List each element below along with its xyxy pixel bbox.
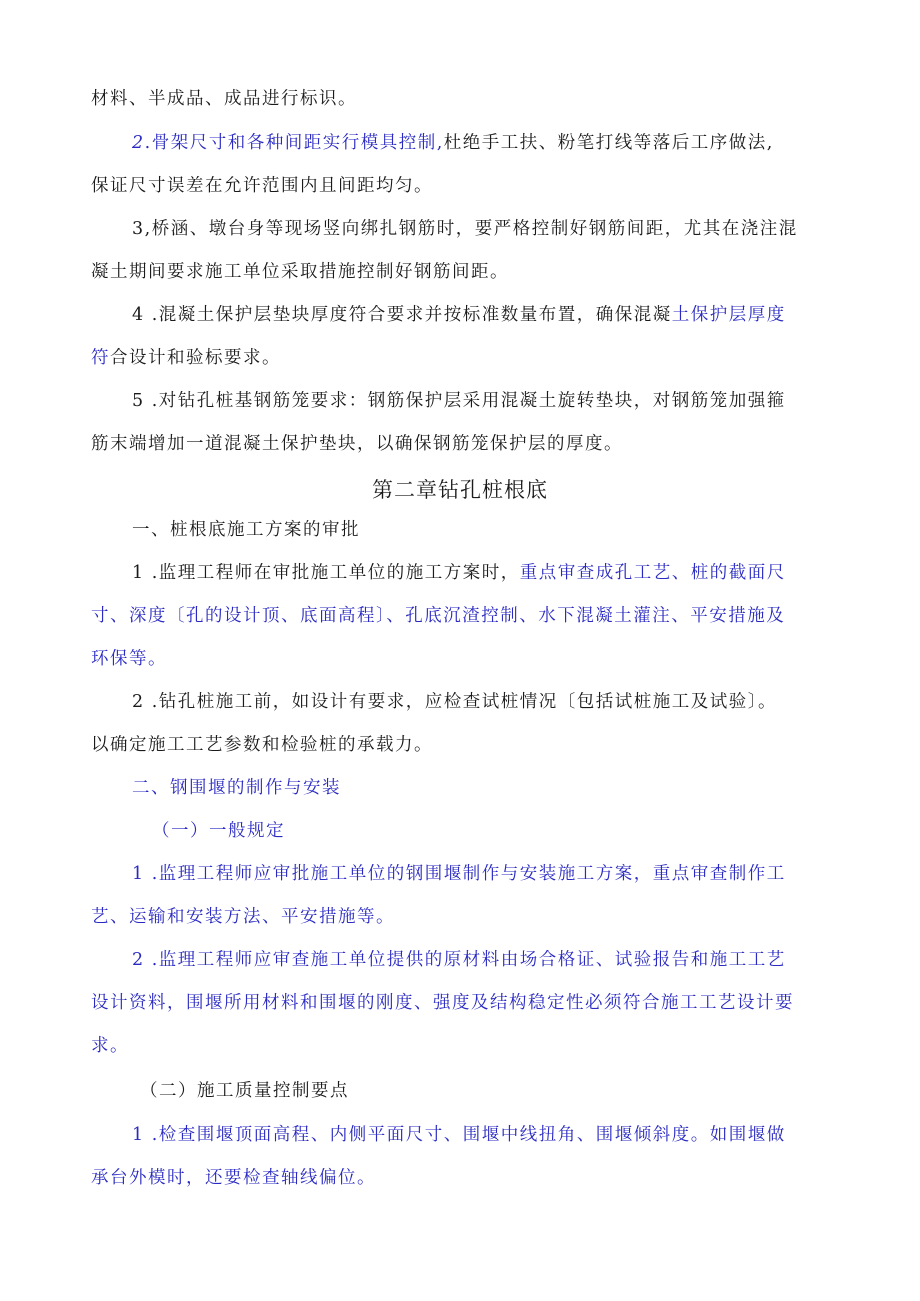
highlighted-text: 符 xyxy=(91,348,110,368)
plain-text: 杜绝手工扶、粉笔打线等落后工序做法, xyxy=(443,133,774,153)
paragraph-line: 筋末端增加一道混凝土保护垫块，以确保钢筋笼保护层的厚度。 xyxy=(91,434,623,454)
paragraph-line: 1 .监理工程师应审批施工单位的钢围堰制作与安装施工方案，重点审查制作工 xyxy=(132,864,786,884)
highlighted-text: 土保护层厚度 xyxy=(671,305,786,325)
paragraph-line: 2 .监理工程师应审查施工单位提供的原材料由场合格证、试验报告和施工工艺 xyxy=(132,950,786,970)
paragraph-line: 承台外模时，还要检查轴线偏位。 xyxy=(91,1168,376,1188)
plain-text: 合设计和验标要求。 xyxy=(110,348,281,368)
paragraph-line: 求。 xyxy=(91,1036,129,1056)
plain-text: 1 .监理工程师在审批施工单位的施工方案时， xyxy=(132,563,520,583)
subsection-heading: （一）一般规定 xyxy=(152,821,285,841)
paragraph-line: 2 .钻孔桩施工前，如设计有要求，应检查试桩情况〔包括试桩施工及试验〕。 xyxy=(132,692,778,712)
highlighted-text: .骨架尺寸和各种间距实行模具控制, xyxy=(144,133,444,153)
paragraph-line: 设计资料，围堰所用材料和围堰的刚度、强度及结构稳定性必须符合施工工艺设计要 xyxy=(91,993,794,1013)
paragraph-line: 凝土期间要求施工单位采取措施控制好钢筋间距。 xyxy=(91,262,509,282)
highlighted-text: 重点审查成孔工艺、桩的截面尺 xyxy=(519,563,786,583)
paragraph-line: 以确定施工工艺参数和检验桩的承载力。 xyxy=(91,735,433,755)
paragraph-line: 5 .对钻孔桩基钢筋笼要求：钢筋保护层采用混凝土旋转垫块，对钢筋笼加强箍 xyxy=(132,391,786,411)
paragraph-line: 环保等。 xyxy=(91,649,167,669)
paragraph-line: 寸、深度〔孔的设计顶、底面高程〕、孔底沉渣控制、水下混凝土灌注、平安措施及 xyxy=(91,606,786,626)
paragraph-line: 艺、运输和安装方法、平安措施等。 xyxy=(91,907,395,927)
paragraph-line: 3,桥涵、墩台身等现场竖向绑扎钢筋时，要严格控制好钢筋间距，尤其在浇注混 xyxy=(132,219,798,239)
paragraph-line xyxy=(132,560,786,586)
paragraph-line: 1 .检查围堰顶面高程、内侧平面尺寸、围堰中线扭角、围堰倾斜度。如围堰做 xyxy=(132,1125,786,1145)
subsection-heading: （二）施工质量控制要点 xyxy=(140,1081,349,1101)
paragraph-line: 保证尺寸误差在允许范围内且间距均匀。 xyxy=(91,176,433,196)
paragraph-line xyxy=(132,302,786,328)
chapter-title: 第二章钻孔桩根底 xyxy=(372,478,548,502)
paragraph-line xyxy=(132,130,774,156)
section-heading: 二、钢围堰的制作与安装 xyxy=(132,778,341,798)
list-number: 2 xyxy=(132,133,145,153)
section-heading: 一、桩根底施工方案的审批 xyxy=(132,520,360,540)
paragraph-line: 材料、半成品、成品进行标识。 xyxy=(91,89,357,109)
paragraph-line xyxy=(91,345,281,371)
plain-text: 4 .混凝土保护层垫块厚度符合要求并按标准数量布置，确保混凝 xyxy=(132,305,672,325)
